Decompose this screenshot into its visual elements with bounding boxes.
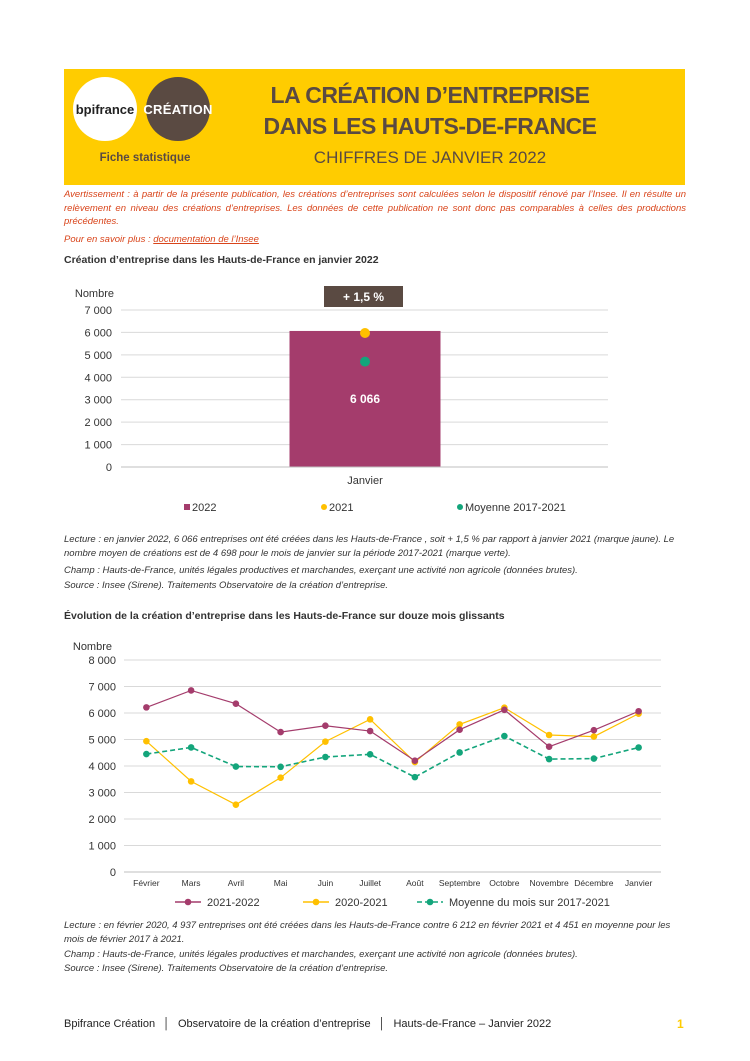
- chart2-ytick-label: 2 000: [88, 814, 116, 826]
- chart2-xtick-label: Mars: [181, 878, 201, 888]
- chart2-point-moyenne: [501, 733, 508, 740]
- chart2-point-2021-2022: [456, 726, 463, 733]
- fiche-label: Fiche statistique: [99, 152, 191, 164]
- chart2-series-line-2021-2022: [146, 690, 638, 760]
- chart2-ytick-label: 6 000: [88, 708, 116, 720]
- chart2-lecture: Lecture : en février 2020, 4 937 entreprises ont été créées dans les Hauts-de-France contre 6 212 en février 2021 et 4 451 en moyenne pour les mois de février 2017 à 2021.: [64, 920, 671, 945]
- chart1-ytick-label: 0: [105, 462, 112, 474]
- bpifrance-logo: [73, 77, 137, 141]
- page-subtitle: CHIFFRES DE JANVIER 2022: [313, 148, 547, 167]
- chart2-ytick-label: 4 000: [88, 761, 116, 773]
- chart2-xtick-label: Août: [406, 878, 424, 888]
- chart1-ytick-label: 1 000: [84, 439, 112, 452]
- chart2-point-2021-2022: [412, 757, 419, 764]
- chart2-xtick-label: Juin: [317, 878, 334, 888]
- title-line-2: DANS LES HAUTS-DE-FRANCE: [263, 113, 597, 139]
- chart1-lecture: Lecture : en janvier 2022, 6 066 entreprises ont été créées dans les Hauts-de-France , soit + 1,5 % par rapport à janvier 2021 (marque jaune). Le nombre moyen de créations est de 4 698 pour le mois de janvier sur la période 2017-2021 (marque verte).: [64, 534, 675, 559]
- chart2-point-2021-2022: [546, 743, 553, 750]
- bpifrance-logo-text: bpifrance: [75, 101, 135, 117]
- chart2-point-2020-2021: [143, 738, 150, 745]
- chart2-xtick-label: Janvier: [624, 878, 653, 888]
- chart2-point-moyenne: [412, 774, 419, 781]
- chart2-series-line-moyenne: [146, 736, 638, 777]
- chart2-legend-label: 2021-2022: [207, 897, 260, 909]
- chart2-source: Source : Insee (Sirene). Traitements Observatoire de la création d’entreprise.: [64, 963, 389, 974]
- chart2-point-moyenne: [367, 751, 374, 758]
- chart1-source: Source : Insee (Sirene). Traitements Observatoire de la création d’entreprise.: [64, 580, 389, 591]
- chart2-svg: [0, 630, 750, 915]
- chart2-point-2021-2022: [233, 700, 240, 707]
- chart2-point-2020-2021: [322, 738, 329, 745]
- chart2-point-2020-2021: [546, 732, 553, 739]
- chart2-point-moyenne: [591, 755, 598, 762]
- chart2-point-2021-2022: [143, 704, 150, 711]
- footer-sep2: │: [378, 1018, 386, 1030]
- chart1-annotation-text: + 1,5 %: [342, 290, 385, 304]
- chart2-point-moyenne: [322, 754, 329, 761]
- chart1-marker-moyenne: [360, 357, 370, 367]
- chart2-point-moyenne: [635, 744, 642, 751]
- creation-logo: [143, 77, 213, 141]
- chart2-ytick-label: 1 000: [88, 840, 116, 853]
- chart2-ytick-label: 0: [109, 867, 116, 879]
- chart2-point-2021-2022: [635, 708, 642, 715]
- chart2-champ: Champ : Hauts-de-France, unités légales productives et marchandes, exerçant une activité non agricole (données brutes).: [64, 949, 578, 960]
- page-number: 1: [677, 1017, 684, 1031]
- chart2-point-moyenne: [188, 744, 195, 751]
- chart2-point-moyenne: [233, 763, 240, 770]
- chart1-legend-label: 2021: [329, 502, 354, 514]
- chart2-xtick-label: Juillet: [359, 878, 381, 888]
- warning-text: Avertissement : à partir de la présente publication, les créations d’entreprises sont calculées selon le dispositif rénové par l’Insee. Il en résulte un relèvement en niveau des créations d’entreprises. Les données de cette publication ne sont donc pas comparables à celles des productions précédentes.: [64, 189, 686, 227]
- chart2-xtick-label: Février: [133, 878, 160, 888]
- chart2-point-2021-2022: [277, 729, 284, 736]
- insee-doc-link[interactable]: documentation de l’Insee: [153, 234, 259, 245]
- chart1-ytick-label: 4 000: [84, 372, 112, 385]
- chart1-marker-2021: [360, 328, 370, 338]
- chart1-svg: [0, 270, 750, 525]
- more-info: [64, 234, 259, 245]
- chart1-ytick-label: 2 000: [84, 417, 112, 430]
- chart1-ytick-label: 3 000: [84, 394, 112, 407]
- chart2-point-2020-2021: [367, 716, 374, 723]
- footer-sep1: │: [163, 1018, 170, 1030]
- chart2-xtick-label: Novembre: [529, 878, 569, 888]
- page-title: [230, 80, 630, 142]
- chart2-ytick-label: 7 000: [88, 681, 116, 694]
- chart2-point-2021-2022: [322, 722, 329, 729]
- chart1-legend-swatch: [184, 504, 190, 510]
- chart2-point-moyenne: [546, 756, 553, 763]
- chart2-point-2020-2021: [277, 774, 284, 781]
- chart2-legend-label: 2020-2021: [335, 897, 388, 909]
- chart1-ytick-label: 7 000: [84, 305, 112, 317]
- chart1-champ: Champ : Hauts-de-France, unités légales productives et marchandes, exerçant une activité non agricole (données brutes).: [64, 565, 578, 576]
- chart1-legend-swatch: [321, 504, 327, 510]
- creation-logo-text: CRÉATION: [143, 101, 213, 117]
- chart2-legend-marker: [313, 899, 320, 906]
- chart2-xtick-label: Septembre: [438, 878, 481, 888]
- chart2-xtick-label: Avril: [227, 878, 245, 888]
- chart2-point-2020-2021: [591, 733, 598, 740]
- chart2-point-2020-2021: [233, 801, 240, 808]
- chart1-bar-data-label: 6 066: [349, 391, 381, 406]
- chart1-xtick-label: Janvier: [347, 475, 383, 487]
- chart2-point-moyenne: [143, 751, 150, 758]
- chart2-heading: Évolution de la création d’entreprise dans les Hauts-de-France sur douze mois glissants: [64, 610, 505, 622]
- chart2-point-2021-2022: [501, 707, 508, 714]
- chart2-xtick-label: Décembre: [574, 878, 614, 888]
- chart2-ytick-label: 3 000: [88, 787, 116, 800]
- chart1-legend-label: Moyenne 2017-2021: [465, 502, 566, 514]
- footer-part1: Bpifrance Création: [64, 1018, 156, 1030]
- title-line-1: LA CRÉATION D’ENTREPRISE: [270, 82, 590, 108]
- chart2-legend-marker: [185, 899, 192, 906]
- chart2-point-2021-2022: [188, 687, 195, 694]
- chart2-xtick-label: Octobre: [489, 878, 520, 888]
- chart2-point-2021-2022: [591, 727, 598, 734]
- chart1-ytick-label: 5 000: [84, 349, 112, 362]
- chart2-point-moyenne: [277, 763, 284, 770]
- chart2-legend-marker: [427, 899, 434, 906]
- chart2-series-line-2020-2021: [146, 708, 638, 805]
- chart2-ylabel: Nombre: [72, 641, 112, 653]
- chart1-legend-swatch: [457, 504, 463, 510]
- footer-part3: Hauts-de-France – Janvier 2022: [393, 1018, 552, 1030]
- chart2-xtick-label: Mai: [273, 878, 288, 888]
- chart2-legend-label: Moyenne du mois sur 2017-2021: [449, 897, 610, 909]
- chart1-ylabel: Nombre: [74, 288, 114, 300]
- more-info-prefix: Pour en savoir plus :: [64, 234, 154, 245]
- chart1-legend-label: 2022: [192, 502, 217, 514]
- footer: [64, 1018, 551, 1030]
- chart1-heading: Création d’entreprise dans les Hauts-de-France en janvier 2022: [64, 254, 379, 266]
- chart2-point-2021-2022: [367, 728, 374, 735]
- chart2-ytick-label: 8 000: [88, 655, 116, 667]
- chart2-point-2020-2021: [188, 778, 195, 785]
- chart1-ytick-label: 6 000: [84, 327, 112, 340]
- chart2-ytick-label: 5 000: [88, 734, 116, 747]
- footer-part2: Observatoire de la création d’entreprise: [177, 1018, 371, 1030]
- chart2-point-moyenne: [456, 749, 463, 756]
